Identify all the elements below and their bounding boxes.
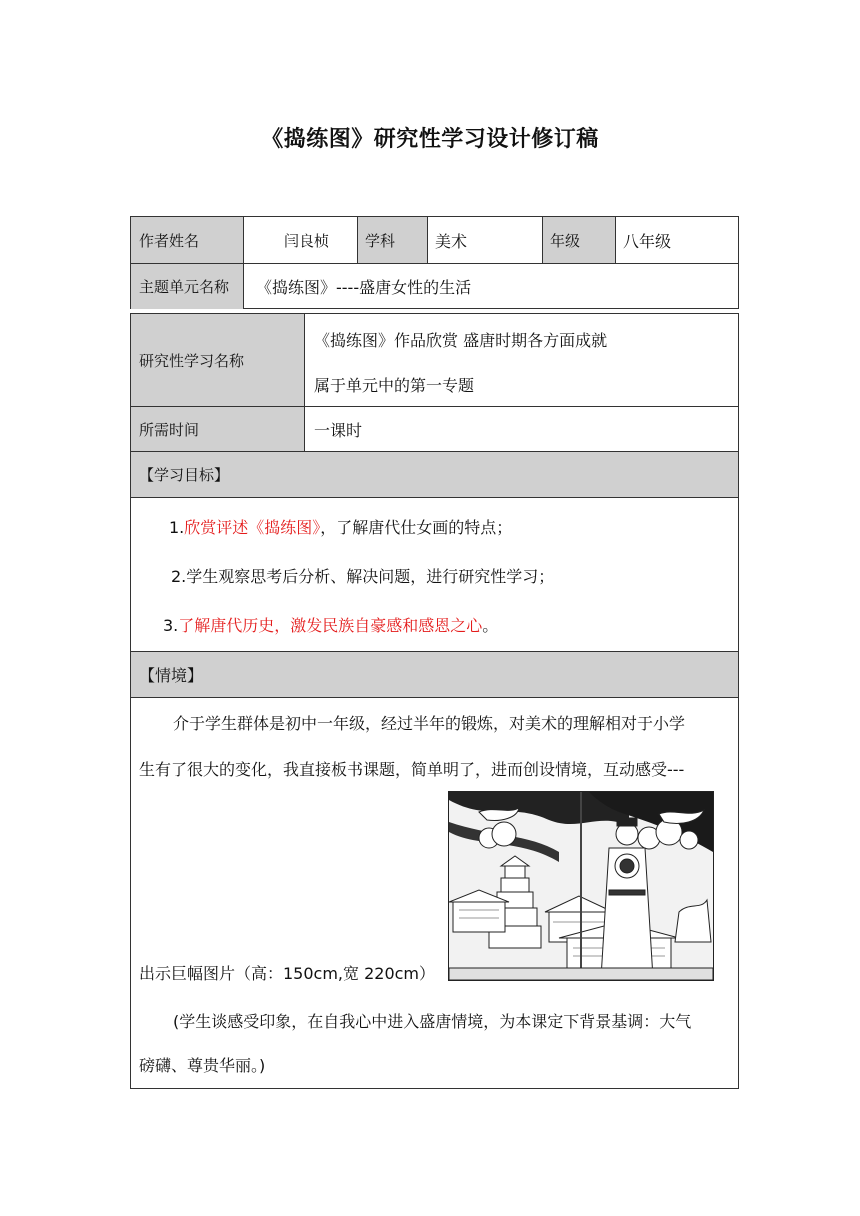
subject-cell bbox=[428, 217, 543, 263]
goal-3: 3.了解唐代历史，激发民族自豪感和感恩之心。 bbox=[163, 616, 499, 635]
goal-2: 2.学生观察思考后分析、解决问题，进行研究性学习； bbox=[171, 567, 555, 586]
goal-3-highlight: 了解唐代历史，激发民族自豪感和感恩之心 bbox=[178, 616, 483, 635]
research-name-label: 研究性学习名称 bbox=[139, 351, 245, 370]
research-table bbox=[130, 313, 739, 1089]
goal-1: 1.欣赏评述《捣练图》，了解唐代仕女画的特点； bbox=[169, 518, 513, 537]
info-table bbox=[130, 216, 739, 309]
tang-dynasty-illustration bbox=[448, 791, 714, 981]
grade-cell bbox=[616, 217, 738, 263]
grade-value: 八年级 bbox=[623, 231, 672, 251]
context-header-text: 【情境】 bbox=[139, 666, 204, 685]
author-label-cell bbox=[131, 217, 244, 263]
subject-label-cell bbox=[358, 217, 428, 263]
image-caption: 出示巨幅图片（高：150cm,宽 220cm） bbox=[139, 964, 436, 983]
unit-label-cell bbox=[131, 264, 244, 309]
time-label: 所需时间 bbox=[139, 420, 200, 439]
subject-value: 美术 bbox=[435, 231, 468, 251]
author-name: 闫良桢 bbox=[284, 231, 330, 250]
grade-label: 年级 bbox=[550, 231, 581, 250]
context-p2-line2: 磅礴、尊贵华丽。) bbox=[139, 1056, 266, 1075]
unit-label: 主题单元名称 bbox=[139, 278, 230, 296]
subject-label: 学科 bbox=[365, 231, 396, 250]
goals-header bbox=[131, 452, 738, 497]
goals-header-text: 【学习目标】 bbox=[139, 466, 230, 484]
author-cell bbox=[244, 217, 358, 263]
unit-value: 《捣练图》----盛唐女性的生活 bbox=[256, 278, 472, 297]
context-p1-line1: 介于学生群体是初中一年级，经过半年的锻炼，对美术的理解相对于小学 bbox=[173, 714, 686, 733]
research-name-line2: 属于单元中的第一专题 bbox=[314, 376, 475, 395]
research-name-line1: 《捣练图》作品欣赏 盛唐时期各方面成就 bbox=[314, 331, 608, 350]
grade-label-cell bbox=[543, 217, 616, 263]
context-p1-line2: 生有了很大的变化，我直接板书课题，简单明了，进而创设情境，互动感受--- bbox=[139, 760, 685, 779]
goal-1-highlight: 欣赏评述《捣练图》 bbox=[184, 518, 321, 537]
context-p2-line1: (学生谈感受印象，在自我心中进入盛唐情境，为本课定下背景基调：大气 bbox=[173, 1012, 692, 1031]
time-label-cell bbox=[131, 407, 305, 451]
page-title: 《捣练图》研究性学习设计修订稿 bbox=[261, 127, 599, 152]
research-name-label-cell bbox=[131, 314, 305, 406]
unit-cell bbox=[244, 264, 738, 309]
context-header bbox=[131, 652, 738, 697]
author-label: 作者姓名 bbox=[139, 231, 200, 250]
time-value: 一课时 bbox=[314, 421, 363, 440]
